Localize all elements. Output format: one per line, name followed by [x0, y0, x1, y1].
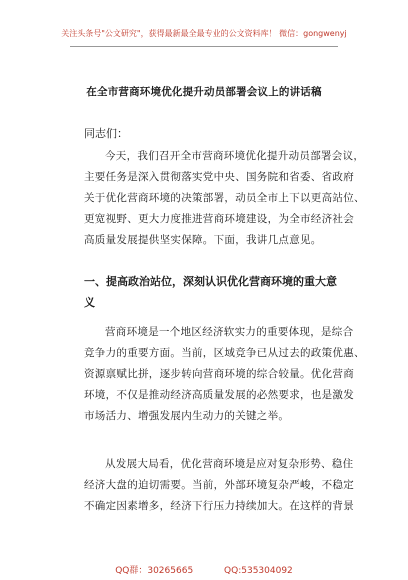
document-title: 在全市营商环境优化提升动员部署会议上的讲话稿 [86, 86, 322, 98]
paragraph-line: 主要任务是深入贯彻落实党中央、国务院和省委、省政府 [84, 171, 354, 183]
paragraph-line: 资源禀赋比拼，逐步转向营商环境的综合较量。优化营商 [84, 368, 354, 380]
paragraph-intro [84, 146, 365, 251]
paragraph-line: 市场活力、增强发展内生动力的关键之举。 [84, 410, 290, 422]
paragraph-line: 竞争力的重要方面。当前，区域竞争已从过去的政策优惠、 [84, 347, 365, 359]
footer-qq-group: QQ群：30265665 [115, 566, 194, 576]
paragraph-line: 经济大盘的迫切需要。当前，外部环境复杂严峻，不稳定 [84, 479, 354, 491]
paragraph-line: 从发展大局看，优化营商环境是应对复杂形势、稳住 [105, 458, 354, 470]
paragraph-overall [84, 454, 352, 517]
paragraph-line: 关于优化营商环境的决策部署，动员全市上下以更高站位、 [84, 192, 365, 204]
header-divider [70, 46, 338, 47]
heading-line: 一、提高政治站位，深刻认识优化营商环境的重大意 [84, 275, 337, 288]
paragraph-line: 更宽视野、更大力度推进营商环境建设，为全市经济社会 [84, 213, 354, 225]
footer-qq-number: QQ:535304092 [224, 566, 293, 576]
section-heading-1 [84, 271, 352, 313]
footer-contact [0, 563, 408, 576]
paragraph-line: 今天，我们召开全市营商环境优化提升动员部署会议， [105, 150, 365, 162]
paragraph-line: 高质量发展提供坚实保障。下面，我讲几点意见。 [84, 234, 322, 246]
header-promo-note: 关注头条号"公文研究"，获得最新最全最专业的公文资料库！ 微信：gongwenyj [61, 29, 347, 38]
paragraph-line: 不确定因素增多，经济下行压力持续加大。在这样的背景 [84, 500, 354, 512]
paragraph-significance [84, 322, 365, 427]
salutation: 同志们： [84, 127, 128, 140]
paragraph-line: 营商环境是一个地区经济软实力的重要体现，是综合 [105, 326, 354, 338]
heading-line: 义 [84, 296, 95, 309]
paragraph-line: 环境，不仅是推动经济高质量发展的必然要求，也是激发 [84, 389, 354, 401]
